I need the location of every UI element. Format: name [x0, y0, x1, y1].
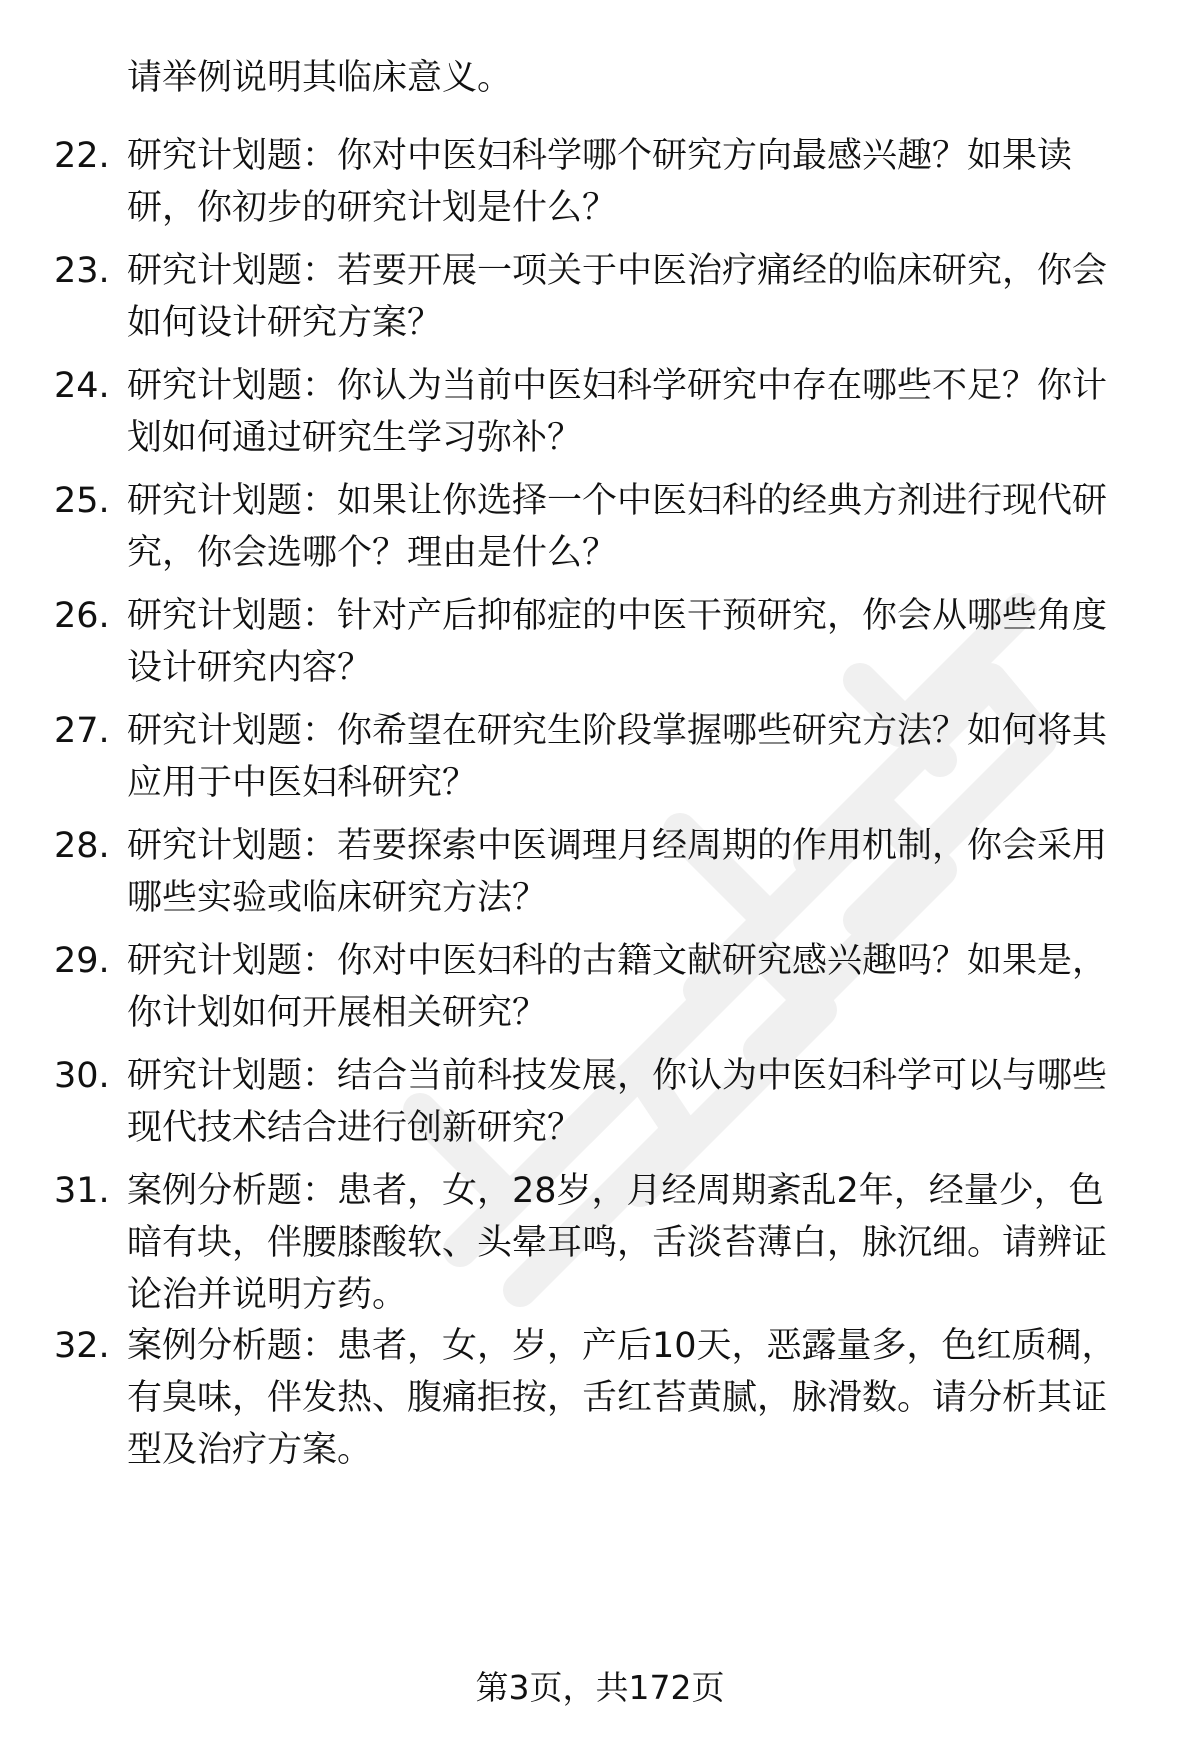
question-text [127, 1050, 1147, 1154]
question-text-line: 研究计划题：你认为当前中医妇科学研究中存在哪些不足？你计 [127, 366, 1108, 406]
question-text-line: 有臭味，伴发热、腹痛拒按，舌红苔黄腻，脉滑数。请分析其证 [127, 1378, 1108, 1418]
question-number: 27. [54, 711, 110, 751]
question-number: 32. [54, 1326, 110, 1366]
question-text-line: 应用于中医妇科研究？ [127, 763, 478, 803]
question-text-line: 研究计划题：针对产后抑郁症的中医干预研究，你会从哪些角度 [127, 596, 1108, 636]
page-footer: 第3页，共172页 [475, 1668, 725, 1707]
question-text-line: 研，你初步的研究计划是什么？ [127, 188, 618, 228]
question-number: 22. [54, 136, 110, 176]
question-text [127, 1320, 1147, 1476]
question-number: 29. [54, 941, 110, 981]
question-text-line: 研究计划题：如果让你选择一个中医妇科的经典方剂进行现代研 [127, 481, 1108, 521]
question-text [127, 130, 1147, 234]
question-text-line: 型及治疗方案。 [127, 1430, 373, 1470]
question-text [127, 935, 1147, 1039]
question-text-line: 研究计划题：若要开展一项关于中医治疗痛经的临床研究，你会 [127, 251, 1108, 291]
question-number: 30. [54, 1056, 110, 1096]
question-text-line: 暗有块，伴腰膝酸软、头晕耳鸣，舌淡苔薄白，脉沉细。请辨证 [127, 1223, 1108, 1263]
question-text [127, 820, 1147, 924]
question-text [127, 590, 1147, 694]
question-text-line: 研究计划题：你对中医妇科学哪个研究方向最感兴趣？如果读 [127, 136, 1073, 176]
question-number: 28. [54, 826, 110, 866]
question-number: 24. [54, 366, 110, 406]
question-text-line: 研究计划题：你对中医妇科的古籍文献研究感兴趣吗？如果是， [127, 941, 1108, 981]
question-text [127, 475, 1147, 579]
question-text-line: 究，你会选哪个？理由是什么？ [127, 533, 618, 573]
question-text-line: 研究计划题：结合当前科技发展，你认为中医妇科学可以与哪些 [127, 1056, 1108, 1096]
question-text-line: 案例分析题：患者，女，岁，产后10天，恶露量多，色红质稠， [127, 1326, 1117, 1366]
question-text [127, 1165, 1147, 1321]
question-text [127, 245, 1147, 349]
question-text-line: 研究计划题：你希望在研究生阶段掌握哪些研究方法？如何将其 [127, 711, 1108, 751]
question-text-line: 哪些实验或临床研究方法？ [127, 878, 548, 918]
question-number: 26. [54, 596, 110, 636]
question-number: 31. [54, 1171, 110, 1211]
question-text [127, 705, 1147, 809]
question-text-line: 划如何通过研究生学习弥补？ [127, 418, 583, 458]
question-text-line: 案例分析题：患者，女，28岁，月经周期紊乱2年，经量少，色 [127, 1171, 1104, 1211]
question-number: 23. [54, 251, 110, 291]
question-text [127, 360, 1147, 464]
question-text-line: 研究计划题：若要探索中医调理月经周期的作用机制，你会采用 [127, 826, 1108, 866]
question-number: 25. [54, 481, 110, 521]
question-text-line: 你计划如何开展相关研究？ [127, 993, 548, 1033]
question-text-line: 设计研究内容？ [127, 648, 373, 688]
question-text-line: 如何设计研究方案？ [127, 303, 443, 343]
continuation-text: 请举例说明其临床意义。 [127, 58, 513, 98]
question-text-line: 现代技术结合进行创新研究？ [127, 1108, 583, 1148]
question-text-line: 论治并说明方药。 [127, 1275, 408, 1315]
